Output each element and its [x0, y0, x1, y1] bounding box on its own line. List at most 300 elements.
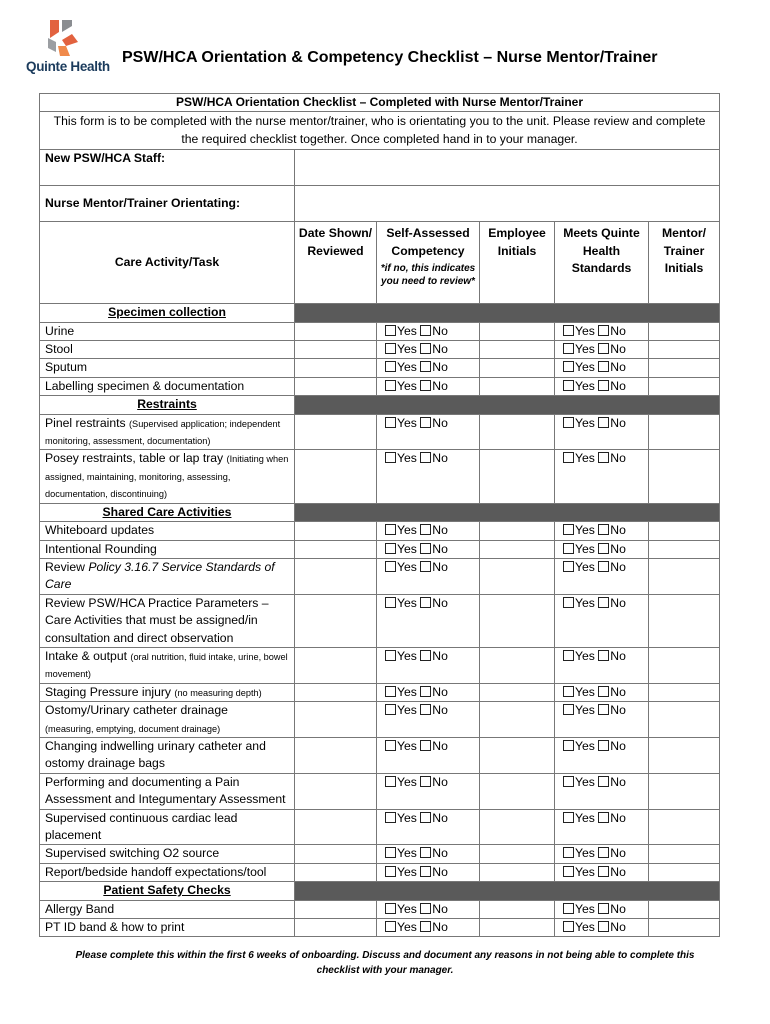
yes-label: Yes — [575, 360, 595, 375]
yes-checkbox[interactable] — [385, 847, 396, 858]
no-checkbox[interactable] — [420, 380, 431, 391]
yes-label: Yes — [575, 810, 595, 825]
new-staff-row — [40, 150, 720, 186]
no-checkbox[interactable] — [420, 812, 431, 823]
no-label: No — [610, 920, 626, 935]
yes-checkbox[interactable] — [563, 452, 574, 463]
yes-label: Yes — [575, 738, 595, 753]
yes-checkbox[interactable] — [563, 921, 574, 932]
no-checkbox[interactable] — [420, 903, 431, 914]
date-shown-cell[interactable] — [295, 919, 377, 937]
logo-petal-orange-bottom — [58, 46, 70, 56]
no-label: No — [610, 323, 626, 338]
mentor-initials-cell[interactable] — [649, 450, 720, 503]
col-mentor-header: Mentor/ Trainer Initials — [649, 222, 720, 304]
employee-initials-cell[interactable] — [480, 450, 555, 503]
no-checkbox[interactable] — [420, 686, 431, 697]
no-checkbox[interactable] — [420, 524, 431, 535]
col-employee-header: Employee Initials — [480, 222, 555, 304]
yes-checkbox[interactable] — [563, 903, 574, 914]
yes-checkbox[interactable] — [563, 686, 574, 697]
self-assessed-cell — [377, 450, 480, 503]
mentor-initials-cell[interactable] — [649, 558, 720, 594]
date-shown-cell[interactable] — [295, 450, 377, 503]
yes-label: Yes — [397, 864, 417, 879]
table-row — [40, 683, 720, 701]
logo-petal-gray-left — [48, 38, 56, 52]
task-label: Ostomy/Urinary catheter drainage (measuring, emptying, document drainage) — [40, 702, 295, 738]
no-checkbox[interactable] — [598, 361, 609, 372]
table-row — [40, 737, 720, 773]
footer-note: Please complete this within the first 6 weeks of onboarding. Discuss and document any reasons in not being able to complete this checklist with your manager. — [75, 950, 695, 976]
date-shown-cell[interactable] — [295, 683, 377, 701]
yes-checkbox[interactable] — [385, 417, 396, 428]
no-label: No — [432, 559, 448, 574]
task-label: Posey restraints, table or lap tray (Initiating when assigned, maintaining, monitoring, assessing, documentation, discontinuing) — [40, 450, 295, 503]
logo-wordmark: Quinte Health — [26, 59, 110, 74]
no-checkbox[interactable] — [420, 561, 431, 572]
self-assessed-cell — [377, 341, 480, 359]
yes-checkbox[interactable] — [385, 561, 396, 572]
yes-checkbox[interactable] — [385, 452, 396, 463]
table-row — [40, 863, 720, 881]
logo-petal-gray-top — [62, 20, 72, 32]
table-row — [40, 450, 720, 503]
section-restraints-title: Restraints — [40, 396, 295, 414]
employee-initials-cell[interactable] — [480, 702, 555, 738]
meets-standards-cell — [555, 809, 649, 845]
task-label: Changing indwelling urinary catheter and ostomy drainage bags — [40, 737, 295, 773]
yes-label: Yes — [397, 738, 417, 753]
section-row — [40, 304, 720, 322]
form-title: PSW/HCA Orientation Checklist – Completed with Nurse Mentor/Trainer — [40, 94, 720, 112]
yes-label: Yes — [397, 342, 417, 357]
employee-initials-cell[interactable] — [480, 522, 555, 540]
no-checkbox[interactable] — [420, 921, 431, 932]
task-label: PT ID band & how to print — [40, 919, 295, 937]
yes-checkbox[interactable] — [385, 812, 396, 823]
no-checkbox[interactable] — [598, 866, 609, 877]
no-checkbox[interactable] — [598, 325, 609, 336]
employee-initials-cell[interactable] — [480, 341, 555, 359]
mentor-initials-cell[interactable] — [649, 522, 720, 540]
no-label: No — [432, 810, 448, 825]
no-checkbox[interactable] — [598, 704, 609, 715]
col-date-header: Date Shown/ Reviewed — [295, 222, 377, 304]
no-checkbox[interactable] — [598, 903, 609, 914]
self-assessed-cell — [377, 647, 480, 683]
no-label: No — [610, 864, 626, 879]
table-row — [40, 647, 720, 683]
task-label: Report/bedside handoff expectations/tool — [40, 863, 295, 881]
no-label: No — [432, 541, 448, 556]
no-checkbox[interactable] — [420, 417, 431, 428]
no-label: No — [432, 342, 448, 357]
yes-label: Yes — [397, 684, 417, 699]
yes-checkbox[interactable] — [563, 361, 574, 372]
employee-initials-cell[interactable] — [480, 773, 555, 809]
meets-standards-cell — [555, 594, 649, 647]
yes-checkbox[interactable] — [385, 524, 396, 535]
yes-checkbox[interactable] — [563, 847, 574, 858]
date-shown-cell[interactable] — [295, 863, 377, 881]
no-label: No — [610, 451, 626, 466]
yes-label: Yes — [397, 920, 417, 935]
no-checkbox[interactable] — [598, 740, 609, 751]
yes-label: Yes — [397, 451, 417, 466]
yes-label: Yes — [575, 323, 595, 338]
no-checkbox[interactable] — [420, 650, 431, 661]
no-checkbox[interactable] — [420, 704, 431, 715]
yes-checkbox[interactable] — [385, 686, 396, 697]
yes-label: Yes — [575, 703, 595, 718]
table-row — [40, 322, 720, 340]
task-label: Sputum — [40, 359, 295, 377]
yes-label: Yes — [575, 559, 595, 574]
no-label: No — [432, 360, 448, 375]
yes-label: Yes — [575, 541, 595, 556]
task-label: Allergy Band — [40, 900, 295, 918]
task-label: Labelling specimen & documentation — [40, 377, 295, 395]
no-label: No — [610, 703, 626, 718]
table-row — [40, 341, 720, 359]
no-label: No — [432, 774, 448, 789]
task-label: Review PSW/HCA Practice Parameters – Care Activities that must be assigned/in consultation and direct observation — [40, 594, 295, 647]
yes-checkbox[interactable] — [385, 343, 396, 354]
no-label: No — [610, 648, 626, 663]
date-shown-cell[interactable] — [295, 737, 377, 773]
no-checkbox[interactable] — [420, 847, 431, 858]
section-row — [40, 396, 720, 414]
meets-standards-cell — [555, 737, 649, 773]
task-label: Supervised continuous cardiac lead placement — [40, 809, 295, 845]
col-task-header: Care Activity/Task — [40, 222, 295, 304]
yes-checkbox[interactable] — [563, 704, 574, 715]
no-checkbox[interactable] — [598, 921, 609, 932]
table-row — [40, 919, 720, 937]
self-assessed-cell — [377, 737, 480, 773]
self-assessed-cell — [377, 809, 480, 845]
mentor-initials-cell[interactable] — [649, 863, 720, 881]
table-row — [40, 377, 720, 395]
date-shown-cell[interactable] — [295, 900, 377, 918]
employee-initials-cell[interactable] — [480, 737, 555, 773]
mentor-initials-cell[interactable] — [649, 341, 720, 359]
employee-initials-cell[interactable] — [480, 845, 555, 863]
table-row — [40, 414, 720, 450]
meets-standards-cell — [555, 359, 649, 377]
yes-checkbox[interactable] — [563, 380, 574, 391]
mentor-row — [40, 186, 720, 222]
employee-initials-cell[interactable] — [480, 863, 555, 881]
meets-standards-cell — [555, 414, 649, 450]
yes-checkbox[interactable] — [563, 597, 574, 608]
meets-standards-cell — [555, 647, 649, 683]
no-checkbox[interactable] — [598, 561, 609, 572]
yes-label: Yes — [397, 774, 417, 789]
column-header-row — [40, 222, 720, 304]
employee-initials-cell[interactable] — [480, 919, 555, 937]
mentor-initials-cell[interactable] — [649, 594, 720, 647]
section-safety-title: Patient Safety Checks — [40, 882, 295, 900]
yes-checkbox[interactable] — [563, 866, 574, 877]
mentor-initials-cell[interactable] — [649, 322, 720, 340]
yes-label: Yes — [397, 703, 417, 718]
self-assessed-cell — [377, 359, 480, 377]
self-assessed-cell — [377, 919, 480, 937]
form-description: This form is to be completed with the nurse mentor/trainer, who is orientating you to the unit. Please review and complete the required checklist together. Once completed hand in to your manager. — [40, 112, 720, 150]
meets-standards-cell — [555, 683, 649, 701]
table-row — [40, 594, 720, 647]
section-row — [40, 882, 720, 900]
no-label: No — [610, 342, 626, 357]
mentor-initials-cell[interactable] — [649, 683, 720, 701]
no-label: No — [610, 810, 626, 825]
employee-initials-cell[interactable] — [480, 558, 555, 594]
date-shown-cell[interactable] — [295, 522, 377, 540]
yes-label: Yes — [575, 920, 595, 935]
date-shown-cell[interactable] — [295, 594, 377, 647]
date-shown-cell[interactable] — [295, 773, 377, 809]
new-staff-field[interactable] — [295, 150, 720, 186]
yes-checkbox[interactable] — [385, 380, 396, 391]
employee-initials-cell[interactable] — [480, 322, 555, 340]
no-label: No — [432, 523, 448, 538]
yes-checkbox[interactable] — [563, 524, 574, 535]
checklist-table — [39, 93, 720, 937]
date-shown-cell[interactable] — [295, 540, 377, 558]
no-checkbox[interactable] — [598, 380, 609, 391]
self-assessed-cell — [377, 845, 480, 863]
table-row — [40, 540, 720, 558]
meets-standards-cell — [555, 341, 649, 359]
mentor-initials-cell[interactable] — [649, 377, 720, 395]
no-checkbox[interactable] — [598, 452, 609, 463]
col-meets-header: Meets Quinte Health Standards — [555, 222, 649, 304]
no-label: No — [432, 451, 448, 466]
no-checkbox[interactable] — [420, 452, 431, 463]
meets-standards-cell — [555, 377, 649, 395]
employee-initials-cell[interactable] — [480, 414, 555, 450]
meets-standards-cell — [555, 558, 649, 594]
no-label: No — [432, 846, 448, 861]
date-shown-cell[interactable] — [295, 702, 377, 738]
task-label: Urine — [40, 322, 295, 340]
yes-label: Yes — [575, 864, 595, 879]
employee-initials-cell[interactable] — [480, 594, 555, 647]
no-label: No — [610, 378, 626, 393]
no-checkbox[interactable] — [598, 524, 609, 535]
yes-checkbox[interactable] — [385, 704, 396, 715]
yes-label: Yes — [575, 342, 595, 357]
meets-standards-cell — [555, 773, 649, 809]
yes-checkbox[interactable] — [563, 650, 574, 661]
yes-label: Yes — [575, 684, 595, 699]
yes-checkbox[interactable] — [385, 597, 396, 608]
section-shared-title: Shared Care Activities — [40, 503, 295, 521]
mentor-initials-cell[interactable] — [649, 919, 720, 937]
table-row — [40, 900, 720, 918]
meets-standards-cell — [555, 702, 649, 738]
section-specimen-title: Specimen collection — [40, 304, 295, 322]
no-label: No — [432, 703, 448, 718]
no-label: No — [610, 523, 626, 538]
mentor-initials-cell[interactable] — [649, 414, 720, 450]
yes-checkbox[interactable] — [563, 812, 574, 823]
yes-checkbox[interactable] — [385, 776, 396, 787]
yes-label: Yes — [397, 846, 417, 861]
employee-initials-cell[interactable] — [480, 809, 555, 845]
section-row — [40, 503, 720, 521]
meets-standards-cell — [555, 863, 649, 881]
no-checkbox[interactable] — [420, 361, 431, 372]
no-checkbox[interactable] — [420, 325, 431, 336]
table-row — [40, 809, 720, 845]
mentor-initials-cell[interactable] — [649, 845, 720, 863]
yes-checkbox[interactable] — [385, 903, 396, 914]
employee-initials-cell[interactable] — [480, 683, 555, 701]
self-assessed-cell — [377, 322, 480, 340]
date-shown-cell[interactable] — [295, 809, 377, 845]
self-assessed-cell — [377, 594, 480, 647]
yes-label: Yes — [397, 415, 417, 430]
document-title: PSW/HCA Orientation & Competency Checklist – Nurse Mentor/Trainer — [122, 49, 658, 66]
table-row — [40, 773, 720, 809]
yes-checkbox[interactable] — [385, 543, 396, 554]
date-shown-cell[interactable] — [295, 558, 377, 594]
task-label: Review Policy 3.16.7 Service Standards of Care — [40, 558, 295, 594]
no-checkbox[interactable] — [420, 543, 431, 554]
mentor-label: Nurse Mentor/Trainer Orientating: — [40, 186, 295, 222]
mentor-initials-cell[interactable] — [649, 359, 720, 377]
employee-initials-cell[interactable] — [480, 647, 555, 683]
yes-label: Yes — [397, 323, 417, 338]
yes-checkbox[interactable] — [563, 776, 574, 787]
no-checkbox[interactable] — [598, 650, 609, 661]
employee-initials-cell[interactable] — [480, 377, 555, 395]
date-shown-cell[interactable] — [295, 414, 377, 450]
yes-label: Yes — [575, 378, 595, 393]
yes-label: Yes — [397, 523, 417, 538]
yes-checkbox[interactable] — [385, 921, 396, 932]
yes-checkbox[interactable] — [563, 740, 574, 751]
mentor-initials-cell[interactable] — [649, 702, 720, 738]
yes-label: Yes — [575, 451, 595, 466]
no-checkbox[interactable] — [598, 417, 609, 428]
no-checkbox[interactable] — [598, 812, 609, 823]
no-label: No — [432, 378, 448, 393]
no-checkbox[interactable] — [420, 776, 431, 787]
col-self-note: *if no, this indicates you need to review* — [380, 263, 476, 288]
mentor-initials-cell[interactable] — [649, 900, 720, 918]
no-label: No — [610, 846, 626, 861]
employee-initials-cell[interactable] — [480, 359, 555, 377]
self-assessed-cell — [377, 683, 480, 701]
no-checkbox[interactable] — [598, 543, 609, 554]
self-assessed-cell — [377, 900, 480, 918]
logo-petal-orange — [50, 20, 59, 38]
self-assessed-cell — [377, 540, 480, 558]
form-title-row — [40, 94, 720, 112]
yes-label: Yes — [575, 595, 595, 610]
date-shown-cell[interactable] — [295, 341, 377, 359]
yes-label: Yes — [575, 901, 595, 916]
employee-initials-cell[interactable] — [480, 900, 555, 918]
yes-checkbox[interactable] — [563, 543, 574, 554]
yes-checkbox[interactable] — [563, 325, 574, 336]
no-checkbox[interactable] — [420, 866, 431, 877]
mentor-initials-cell[interactable] — [649, 737, 720, 773]
yes-label: Yes — [397, 360, 417, 375]
no-label: No — [432, 738, 448, 753]
yes-checkbox[interactable] — [563, 561, 574, 572]
task-label: Intake & output (oral nutrition, fluid intake, urine, bowel movement) — [40, 647, 295, 683]
task-label: Stool — [40, 341, 295, 359]
self-assessed-cell — [377, 522, 480, 540]
yes-checkbox[interactable] — [385, 650, 396, 661]
employee-initials-cell[interactable] — [480, 540, 555, 558]
no-label: No — [432, 648, 448, 663]
date-shown-cell[interactable] — [295, 322, 377, 340]
meets-standards-cell — [555, 540, 649, 558]
mentor-initials-cell[interactable] — [649, 773, 720, 809]
meets-standards-cell — [555, 322, 649, 340]
no-label: No — [432, 864, 448, 879]
date-shown-cell[interactable] — [295, 377, 377, 395]
table-row — [40, 558, 720, 594]
self-assessed-cell — [377, 863, 480, 881]
no-label: No — [610, 595, 626, 610]
yes-checkbox[interactable] — [563, 417, 574, 428]
no-checkbox[interactable] — [598, 847, 609, 858]
date-shown-cell[interactable] — [295, 647, 377, 683]
task-label: Intentional Rounding — [40, 540, 295, 558]
no-checkbox[interactable] — [420, 597, 431, 608]
yes-label: Yes — [397, 901, 417, 916]
yes-checkbox[interactable] — [385, 361, 396, 372]
no-label: No — [610, 360, 626, 375]
yes-checkbox[interactable] — [385, 740, 396, 751]
self-assessed-cell — [377, 558, 480, 594]
table-row — [40, 845, 720, 863]
mentor-field[interactable] — [295, 186, 720, 222]
yes-checkbox[interactable] — [563, 343, 574, 354]
date-shown-cell[interactable] — [295, 845, 377, 863]
self-assessed-cell — [377, 702, 480, 738]
meets-standards-cell — [555, 450, 649, 503]
no-checkbox[interactable] — [598, 343, 609, 354]
yes-checkbox[interactable] — [385, 325, 396, 336]
date-shown-cell[interactable] — [295, 359, 377, 377]
new-staff-label: New PSW/HCA Staff: — [40, 150, 295, 186]
meets-standards-cell — [555, 522, 649, 540]
yes-label: Yes — [575, 523, 595, 538]
mentor-initials-cell[interactable] — [649, 540, 720, 558]
table-row — [40, 359, 720, 377]
task-label: Supervised switching O2 source — [40, 845, 295, 863]
no-checkbox[interactable] — [420, 343, 431, 354]
task-label: Whiteboard updates — [40, 522, 295, 540]
self-assessed-cell — [377, 377, 480, 395]
no-checkbox[interactable] — [598, 597, 609, 608]
yes-checkbox[interactable] — [385, 866, 396, 877]
no-checkbox[interactable] — [598, 776, 609, 787]
no-checkbox[interactable] — [420, 740, 431, 751]
mentor-initials-cell[interactable] — [649, 809, 720, 845]
mentor-initials-cell[interactable] — [649, 647, 720, 683]
no-checkbox[interactable] — [598, 686, 609, 697]
no-label: No — [610, 684, 626, 699]
